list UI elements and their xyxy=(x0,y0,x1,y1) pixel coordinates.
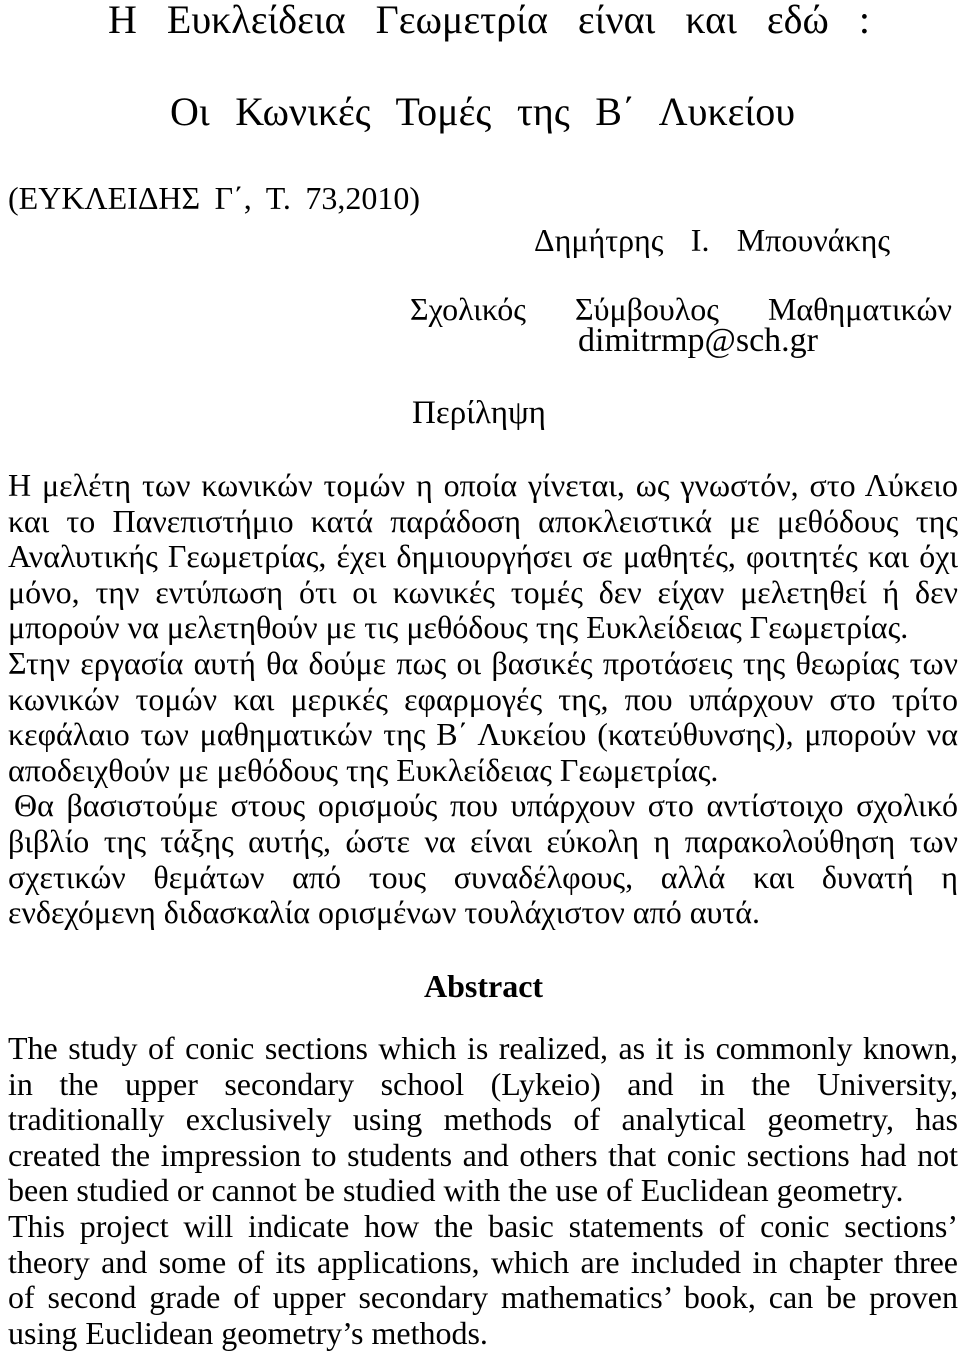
english-abstract-line-text: The study of conic sections which is realized, as it is commonly known, xyxy=(8,1030,958,1066)
title-line-2 xyxy=(170,89,795,134)
greek-abstract-line xyxy=(8,895,958,931)
english-abstract-line-text: theory and some of its applications, which are included in chapter three xyxy=(8,1243,958,1280)
greek-abstract-heading xyxy=(412,395,712,431)
english-abstract-heading-text: Abstract xyxy=(424,968,544,1004)
greek-abstract-line-text: κωνικών τομών και μερικές εφαρμογές της, που υπάρχουν στο τρίτο xyxy=(8,680,958,717)
greek-abstract-line-text: Η μελέτη των κωνικών τομών η οποία γίνεται, ως γνωστόν, στο Λύκειο xyxy=(8,467,958,503)
greek-abstract-line xyxy=(8,860,958,896)
author-position-text: Σχολικός Σύμβουλος Μαθηματικών xyxy=(410,291,952,327)
title-line-1 xyxy=(108,0,870,40)
greek-abstract-line-text: ενδεχόμενη διδασκαλία ορισμένων τουλάχιστον από αυτά. xyxy=(8,894,760,931)
english-abstract-line xyxy=(8,1138,958,1174)
greek-abstract-line xyxy=(8,824,958,860)
english-abstract-line-text: created the impression to students and others that conic sections had not xyxy=(8,1136,958,1173)
english-abstract-body xyxy=(8,1031,958,1351)
author-name-text: Δημήτρης Ι. Μπουνάκης xyxy=(534,222,890,258)
title-line-1-text: Η Ευκλείδεια Γεωμετρία είναι και εδώ : xyxy=(108,0,870,42)
greek-abstract-line-text: αποδειχθούν με μεθόδους της Ευκλείδειας Γεωμετρίας. xyxy=(8,751,719,788)
greek-abstract-line-text: Στην εργασία αυτή θα δούμε πως οι βασικές προτάσεις της θεωρίας των xyxy=(8,644,958,681)
greek-abstract-line xyxy=(8,575,958,611)
greek-abstract-line xyxy=(8,610,958,646)
greek-abstract-body xyxy=(8,468,958,931)
english-abstract-line xyxy=(8,1280,958,1316)
english-abstract-line-text: traditionally exclusively using methods of analytical geometry, has xyxy=(8,1101,958,1138)
greek-abstract-line-text: και το Πανεπιστήμιο κατά παράδοση αποκλειστικά με μεθόδους της xyxy=(8,502,958,539)
english-abstract-line-text: using Euclidean geometry’s methods. xyxy=(8,1314,488,1351)
english-abstract-paragraph xyxy=(8,1209,958,1351)
greek-abstract-paragraph xyxy=(8,468,958,646)
greek-abstract-line xyxy=(8,753,958,789)
english-abstract-line-text: This project will indicate how the basic statements of conic sections’ xyxy=(8,1207,958,1244)
greek-abstract-line xyxy=(8,717,958,753)
greek-abstract-paragraph xyxy=(8,788,958,930)
greek-abstract-line-text: μπορούν να μελετηθούν με τις μεθόδους της Ευκλείδειας Γεωμετρίας. xyxy=(8,609,909,646)
english-abstract-line-text: of second grade of upper secondary mathematics’ book, can be proven xyxy=(8,1279,958,1316)
english-abstract-line xyxy=(8,1209,958,1245)
citation-text: (ΕΥΚΛΕΙΔΗΣ Γ΄, Τ. 73,2010) xyxy=(8,180,420,216)
greek-abstract-line-text: Αναλυτικής Γεωμετρίας, έχει δημιουργήσει σε μαθητές, φοιτητές και όχι xyxy=(8,538,958,575)
english-abstract-line xyxy=(8,1173,958,1209)
greek-abstract-line xyxy=(8,539,958,575)
english-abstract-line xyxy=(8,1245,958,1281)
english-abstract-heading xyxy=(424,968,724,1004)
greek-abstract-paragraph xyxy=(8,646,958,788)
english-abstract-line xyxy=(8,1067,958,1103)
greek-abstract-line xyxy=(8,682,958,718)
english-abstract-line-text: been studied or cannot be studied with the use of Euclidean geometry. xyxy=(8,1172,904,1209)
greek-abstract-line xyxy=(8,788,958,824)
greek-abstract-line-text: Θα βασιστούμε στους ορισμούς που υπάρχουν στο αντίστοιχο σχολικό xyxy=(14,787,958,824)
greek-abstract-line-text: μόνο, την εντύπωση ότι οι κωνικές τομές δεν είχαν μελετηθεί ή δεν xyxy=(8,573,958,610)
greek-abstract-line-text: σχετικών θεμάτων από τους συναδέλφους, αλλά και δυνατή η xyxy=(8,858,958,895)
english-abstract-line-text: in the upper secondary school (Lykeio) and in the University, xyxy=(8,1065,958,1102)
greek-abstract-line xyxy=(8,468,958,504)
english-abstract-line xyxy=(8,1102,958,1138)
greek-abstract-line-text: βιβλίο της τάξης αυτής, ώστε να είναι εύκολη η παρακολούθηση των xyxy=(8,822,958,859)
greek-abstract-heading-text: Περίληψη xyxy=(412,395,546,431)
greek-abstract-line xyxy=(8,646,958,682)
citation xyxy=(8,180,420,216)
author-email xyxy=(578,323,938,359)
author-name xyxy=(534,222,890,258)
greek-abstract-line xyxy=(8,504,958,540)
english-abstract-paragraph xyxy=(8,1031,958,1209)
english-abstract-line xyxy=(8,1031,958,1067)
english-abstract-line xyxy=(8,1316,958,1352)
greek-abstract-line-text: κεφάλαιο των μαθηματικών της Β΄ Λυκείου (κατεύθυνσης), μπορούν να xyxy=(8,716,958,753)
title-line-2-text: Οι Κωνικές Τομές της Β΄ Λυκείου xyxy=(170,89,795,134)
author-email-text: dimitrmp@sch.gr xyxy=(578,322,819,359)
